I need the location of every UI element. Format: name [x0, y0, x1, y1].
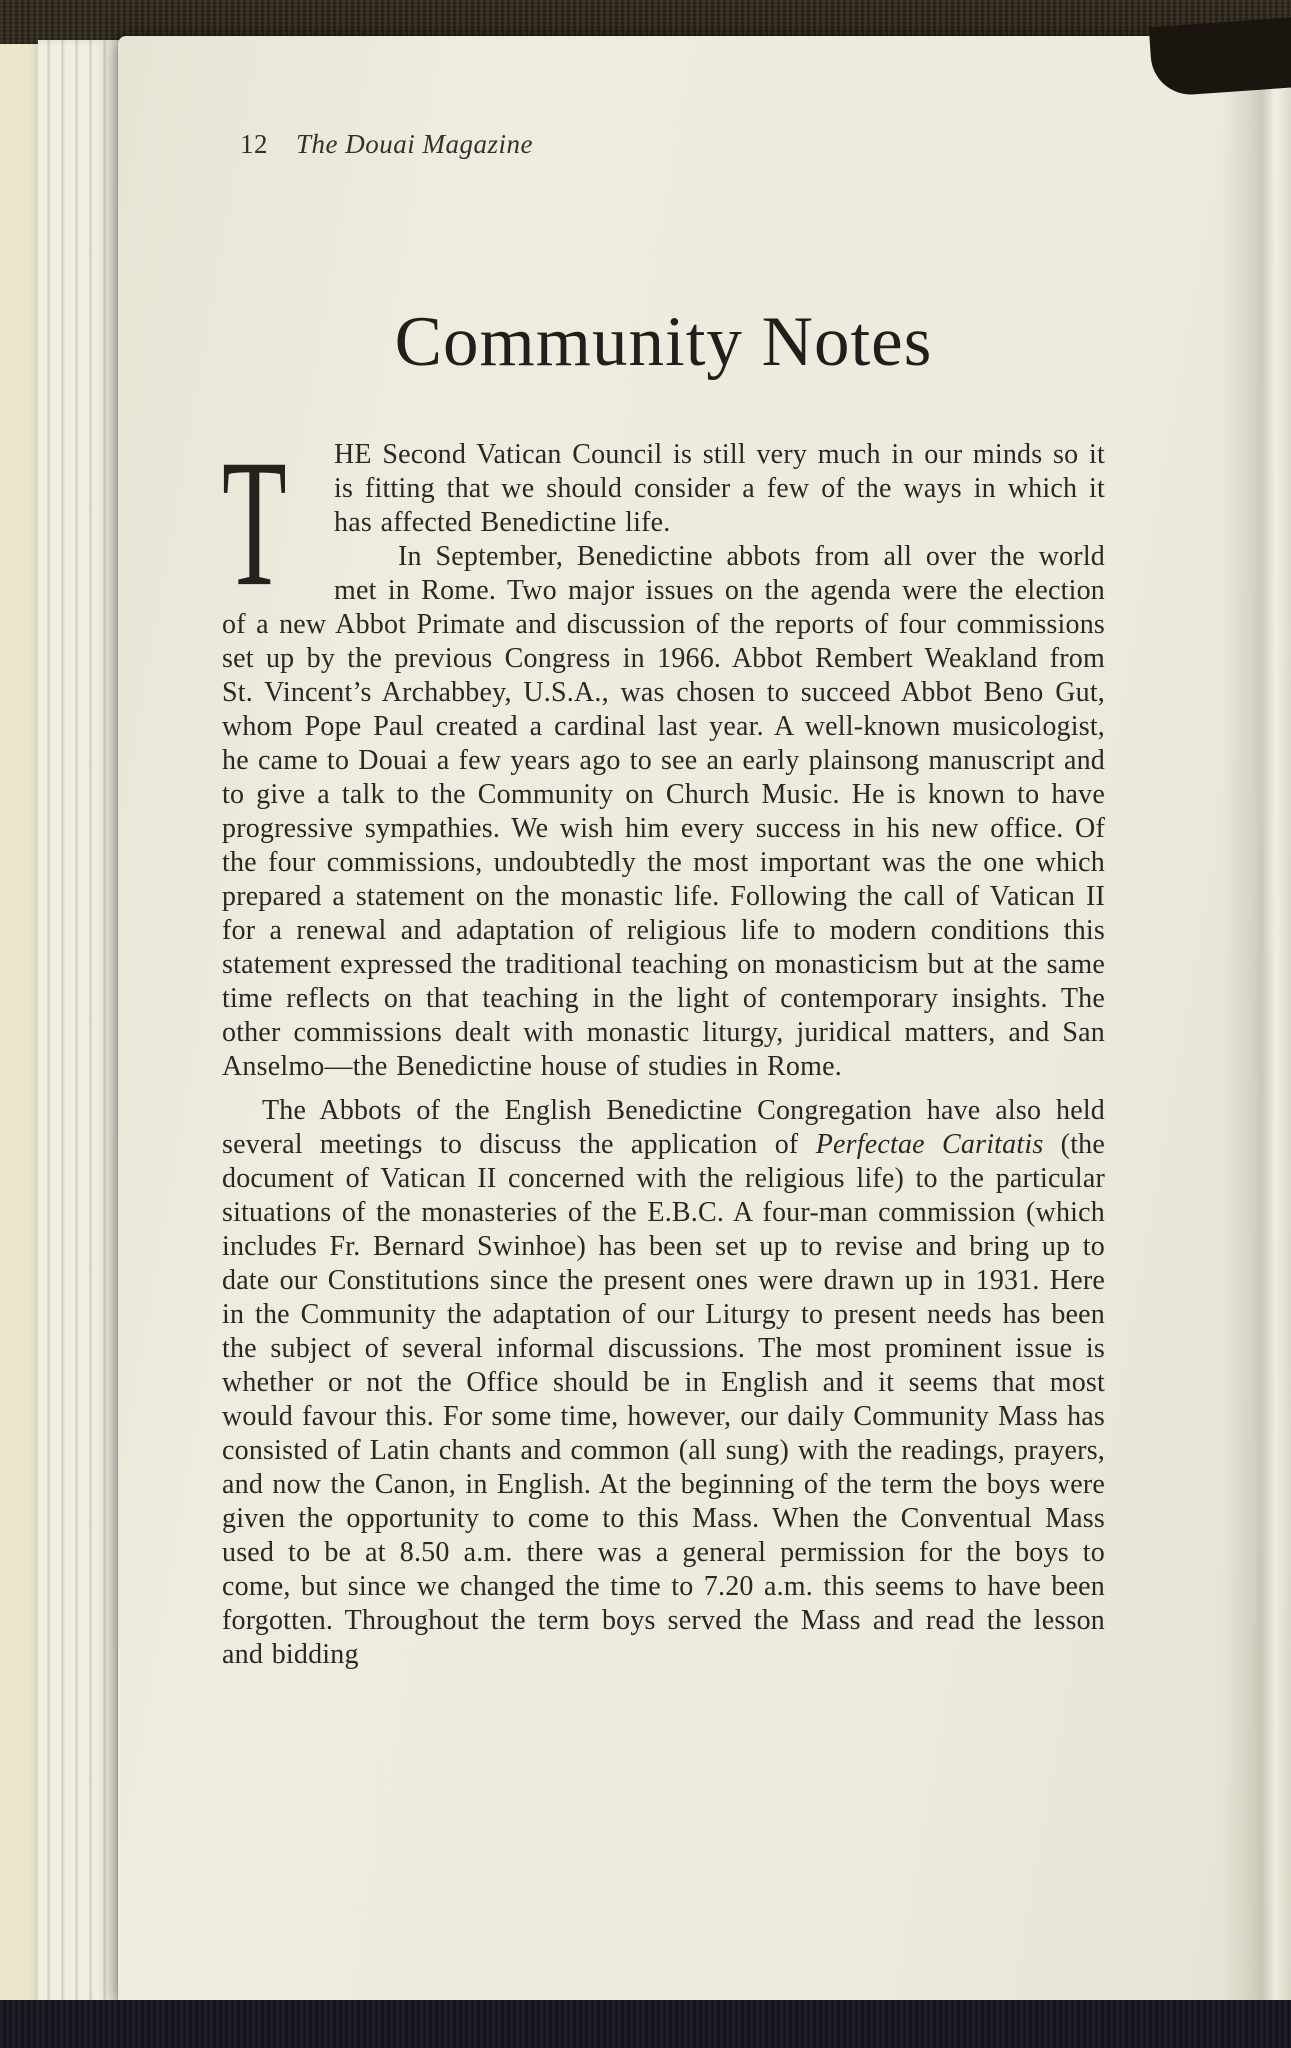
- drop-cap-letter: T: [222, 422, 287, 624]
- drop-cap: [222, 422, 334, 624]
- paragraph-3-text-post: (the document of Vatican II concerned with the religious life) to the particular situations of the monasteries of the E.B.C. A four-man commission (which includes Fr. Bernard Swinhoe) has been set up to revise and bring up to date our Constitutions since the present ones were drawn up in 1931. Here in the Community the adaptation of our Liturgy to present needs has been the subject of several informal discussions. The most prominent issue is whether or not the Office should be in English and it seems that most would favour this. For some time, however, our daily Community Mass has consisted of Latin chants and common (all sung) with the readings, prayers, and now the Canon, in English. At the beginning of the term the boys were given the opportunity to come to this Mass. When the Conventual Mass used to be at 8.50 a.m. there was a general permission for the boys to come, but since we changed the time to 7.20 a.m. this seems to have been forgotten. Throughout the term boys served the Mass and read the lesson and bidding: [222, 1129, 1105, 1670]
- under-page-edge: [0, 44, 40, 2030]
- paragraph-2: In September, Benedictine abbots from all over the world met in Rome. Two major issues on the agenda were the election of a new Abbot Primate and discussion of the reports of four commissions set up by the previous Congress in 1966. Abbot Rembert Weakland from St. Vincent’s Archabbey, U.S.A., was chosen to succeed Abbot Beno Gut, whom Pope Paul created a cardinal last year. A well-known musicologist, he came to Douai a few years ago to see an early plainsong manuscript and to give a talk to the Community on Church Music. He is known to have progressive sympathies. We wish him every success in his new office. Of the four commissions, undoubtedly the most important was the one which prepared a statement on the monastic life. Following the call of Vatican II for a renewal and adaptation of religious life to modern conditions this statement expressed the traditional teaching on monasticism but at the same time reflects on that teaching in the light of contemporary insights. The other commissions dealt with monastic liturgy, juridical matters, and San Anselmo—the Benedictine house of studies in Rome.: [222, 541, 1105, 1082]
- page-number: 12: [240, 129, 268, 159]
- article-body: [222, 422, 1105, 1672]
- article-title: Community Notes: [394, 303, 933, 381]
- book-page: [118, 36, 1291, 2006]
- magazine-title: The Douai Magazine: [296, 129, 533, 159]
- page-stack-edges: [38, 40, 122, 2006]
- paragraph-3: [222, 1094, 1105, 1672]
- page-content: [118, 36, 1291, 2006]
- italic-work-title: Perfectae Caritatis: [815, 1129, 1044, 1160]
- paragraph-3-text-pre: The Abbots of the English Benedictine Congregation have also held several meetings to discuss the application of: [222, 1095, 1105, 1160]
- book-binding-bottom: [0, 2000, 1291, 2048]
- running-header: [222, 128, 1105, 160]
- paragraph-1: HE Second Vatican Council is still very much in our minds so it is fitting that we should consider a few of the ways in which it has affected Benedictine life.: [334, 439, 1105, 538]
